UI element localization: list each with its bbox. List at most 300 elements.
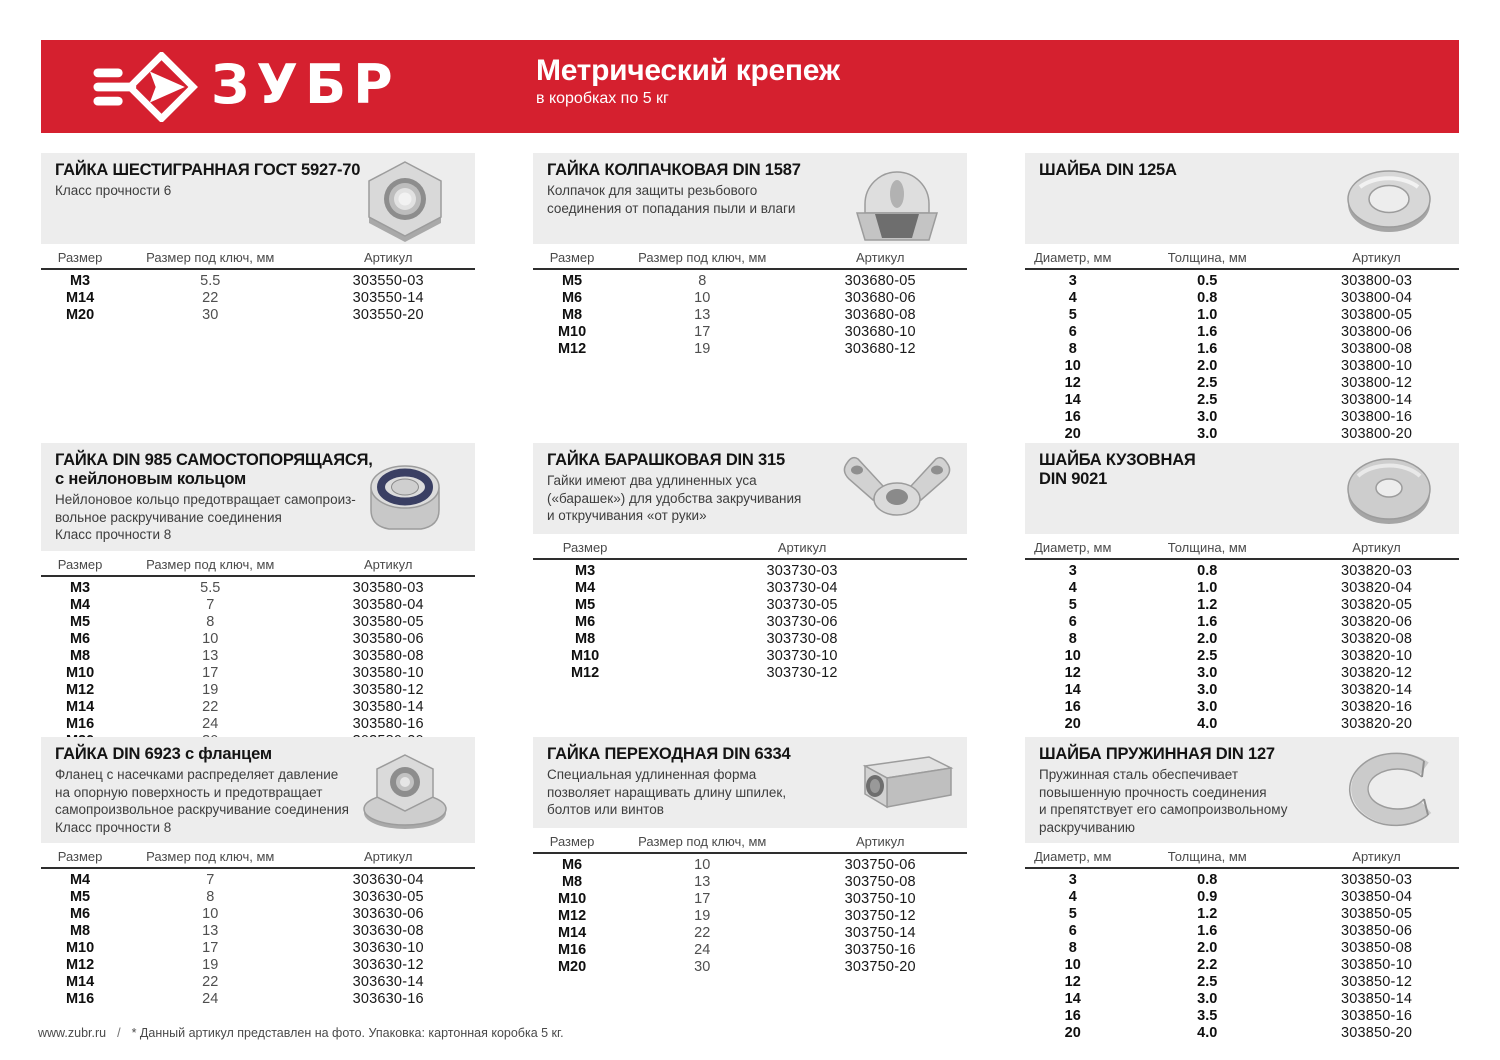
value-cell: 2.5: [1197, 648, 1218, 664]
value-cell: 10: [694, 290, 711, 306]
value-cell: 8: [206, 613, 215, 630]
spec-table: [1025, 244, 1459, 443]
value-cell: 10: [202, 630, 219, 647]
section-title-line: ШАЙБА DIN 125A: [1039, 161, 1177, 179]
article-cell: 303550-14: [352, 290, 424, 306]
description-line: и откручивания «от руки»: [547, 508, 707, 523]
section-washer-din-125a: [1025, 153, 1459, 443]
description-line: соединения от попадания пыли и влаги: [547, 200, 796, 216]
section-title: [547, 451, 829, 470]
article-cell: 303850-10: [1340, 957, 1413, 973]
value-cell: 8: [206, 889, 215, 905]
article-cell: 303630-10: [352, 940, 424, 956]
size-cell: 5: [1068, 597, 1077, 613]
table-row: [41, 889, 475, 906]
article-cell: 303800-14: [1340, 392, 1413, 408]
article-cell: 303680-12: [844, 341, 916, 357]
column-header: Артикул: [1294, 534, 1459, 559]
size-cell: М8: [69, 923, 91, 939]
section-title-line: ГАЙКА ШЕСТИГРАННАЯ ГОСТ 5927-70: [55, 161, 361, 179]
table-row: [41, 991, 475, 1008]
size-cell: М8: [69, 647, 91, 664]
article-cell: 303820-08: [1340, 631, 1413, 647]
size-cell: 12: [1064, 974, 1081, 990]
article-cell: 303580-10: [352, 664, 424, 681]
table-row: [533, 290, 967, 307]
table-row: [1025, 559, 1459, 580]
size-cell: 6: [1068, 324, 1077, 340]
size-cell: 16: [1064, 409, 1081, 425]
section-wing-nut-din-315: [533, 443, 967, 737]
size-cell: М10: [570, 648, 600, 664]
table-header-row: [1025, 534, 1459, 559]
table-header-row: [41, 551, 475, 576]
article-cell: 303750-10: [844, 891, 916, 907]
wing-nut-image: [831, 446, 963, 532]
value-cell: 2.5: [1197, 974, 1218, 990]
table-row: [1025, 269, 1459, 290]
table-header-row: [41, 843, 475, 868]
article-cell: 303730-12: [766, 665, 838, 681]
article-cell: 303850-12: [1340, 974, 1413, 990]
section-title: [55, 161, 361, 180]
size-cell: 14: [1064, 392, 1081, 408]
size-cell: М12: [557, 908, 587, 924]
value-cell: 2.0: [1197, 358, 1218, 374]
table-row: [1025, 324, 1459, 341]
product-card: [533, 153, 967, 244]
table-row: [41, 906, 475, 923]
table-row: [1025, 614, 1459, 631]
size-cell: М6: [561, 290, 583, 306]
value-cell: 19: [202, 681, 219, 698]
column-header: Размер под ключ, мм: [119, 244, 301, 269]
table-row: [1025, 1008, 1459, 1025]
table-row: [1025, 923, 1459, 940]
product-card: [41, 737, 475, 843]
size-cell: М4: [69, 596, 91, 613]
size-cell: М5: [575, 597, 596, 613]
article-cell: 303850-04: [1340, 889, 1413, 905]
size-cell: 8: [1068, 940, 1077, 956]
lock-nut-image: [339, 454, 471, 540]
value-cell: 10: [694, 857, 711, 873]
size-cell: 10: [1064, 358, 1081, 374]
size-cell: 14: [1064, 682, 1081, 698]
size-cell: М3: [69, 579, 91, 596]
table-row: [533, 891, 967, 908]
zubr-arrow-diamond-icon: [91, 52, 199, 122]
table-row: [41, 682, 475, 699]
product-card: [1025, 443, 1459, 534]
size-cell: М8: [575, 631, 596, 647]
table-row: [1025, 341, 1459, 358]
value-cell: 2.2: [1197, 957, 1218, 973]
table-row: [1025, 631, 1459, 648]
value-cell: 1.0: [1197, 580, 1218, 596]
article-cell: 303850-20: [1340, 1025, 1413, 1041]
size-cell: М5: [561, 273, 583, 289]
article-cell: 303580-14: [352, 698, 424, 715]
article-cell: 303850-03: [1340, 872, 1413, 888]
article-cell: 303730-04: [766, 580, 838, 596]
footer-divider: /: [117, 1026, 121, 1040]
description-line: Фланец с насечками распределяет давление: [55, 767, 339, 782]
description-line: самопроизвольное раскручивание соединения: [55, 802, 349, 817]
article-cell: 303730-10: [766, 648, 838, 664]
description-line: Класс прочности 8: [55, 527, 172, 542]
article-cell: 303820-10: [1340, 648, 1413, 664]
size-cell: 12: [1064, 665, 1081, 681]
size-cell: 3: [1068, 563, 1077, 579]
header-band: [41, 40, 1459, 133]
table-row: [1025, 648, 1459, 665]
page-subtitle: в коробках по 5 кг: [536, 90, 669, 107]
description-line: Класс прочности 6: [55, 183, 172, 198]
value-cell: 17: [202, 940, 219, 956]
column-header: Артикул: [793, 828, 967, 853]
column-header: Толщина, мм: [1120, 534, 1294, 559]
table-row: [533, 559, 967, 580]
table-row: [1025, 699, 1459, 716]
column-header: Диаметр, мм: [1025, 244, 1120, 269]
value-cell: 19: [694, 341, 711, 357]
value-cell: 17: [202, 664, 219, 681]
size-cell: 4: [1068, 889, 1077, 905]
article-cell: 303750-14: [844, 925, 916, 941]
value-cell: 3.5: [1197, 1008, 1218, 1024]
column-header: Толщина, мм: [1120, 244, 1294, 269]
article-cell: 303850-16: [1340, 1008, 1413, 1024]
product-card: [533, 443, 967, 534]
article-cell: 303580-12: [352, 681, 424, 698]
article-cell: 303630-14: [352, 974, 424, 990]
size-cell: 20: [1064, 1025, 1081, 1041]
article-cell: 303800-08: [1340, 341, 1413, 357]
article-cell: 303800-10: [1340, 358, 1413, 374]
article-cell: 303730-05: [766, 597, 838, 613]
value-cell: 22: [202, 698, 219, 715]
table-row: [533, 925, 967, 942]
size-cell: 20: [1064, 716, 1081, 732]
size-cell: 3: [1068, 872, 1077, 888]
description-line: раскручиванию: [1039, 819, 1136, 835]
size-cell: 16: [1064, 699, 1081, 715]
column-header: Размер: [41, 244, 119, 269]
description-line: и препятствует его самопроизвольному: [1039, 802, 1288, 817]
size-cell: М10: [65, 664, 95, 681]
size-cell: 20: [1064, 426, 1081, 442]
section-description: [547, 472, 829, 525]
table-row: [533, 614, 967, 631]
table-row: [1025, 906, 1459, 923]
value-cell: 13: [202, 923, 219, 939]
size-cell: М6: [561, 857, 583, 873]
table-row: [41, 631, 475, 648]
product-card: [1025, 737, 1459, 843]
section-description: [547, 182, 829, 217]
table-header-row: [1025, 843, 1459, 868]
table-row: [1025, 580, 1459, 597]
table-row: [1025, 889, 1459, 906]
size-cell: М14: [557, 925, 587, 941]
table-row: [1025, 716, 1459, 733]
value-cell: 1.2: [1197, 597, 1218, 613]
table-row: [1025, 392, 1459, 409]
spec-table: [533, 828, 967, 976]
size-cell: М20: [557, 959, 587, 975]
description-line: Колпачок для защиты резьбового: [547, 183, 758, 198]
column-header: Артикул: [637, 534, 967, 559]
description-line: вольное раскручивание соединения: [55, 509, 282, 525]
value-cell: 22: [202, 974, 219, 990]
size-cell: 5: [1068, 906, 1077, 922]
section-title-line: ГАЙКА DIN 6923 с фланцем: [55, 745, 272, 763]
description-line: Нейлоновое кольцо предотвращает самопроиз-: [55, 492, 356, 507]
size-cell: М14: [65, 290, 95, 306]
size-cell: М14: [65, 698, 95, 715]
article-cell: 303820-03: [1340, 563, 1413, 579]
section-title-line: ГАЙКА БАРАШКОВАЯ DIN 315: [547, 451, 785, 469]
product-card: [41, 443, 475, 551]
section-lock-nut-din-985: [41, 443, 475, 737]
value-cell: 3.0: [1197, 699, 1218, 715]
section-title-line: ГАЙКА DIN 985 САМОСТОПОРЯЩАЯСЯ,: [55, 451, 373, 469]
article-cell: 303820-20: [1340, 716, 1413, 732]
column-header: Размер под ключ, мм: [119, 843, 301, 868]
value-cell: 19: [694, 908, 711, 924]
value-cell: 1.6: [1197, 614, 1218, 630]
value-cell: 3.0: [1197, 682, 1218, 698]
table-row: [1025, 375, 1459, 392]
description-line: повышенную прочность соединения: [1039, 784, 1267, 800]
coupling-nut-image: [831, 740, 963, 826]
table-row: [533, 269, 967, 290]
table-row: [41, 716, 475, 733]
fender-washer-image: [1323, 446, 1455, 532]
value-cell: 4.0: [1197, 1025, 1218, 1041]
description-line: Пружинная сталь обеспечивает: [1039, 767, 1239, 782]
value-cell: 17: [694, 891, 711, 907]
spring-washer-image: [1323, 747, 1455, 833]
size-cell: 6: [1068, 923, 1077, 939]
flange-nut-image: [339, 747, 471, 833]
table-row: [1025, 974, 1459, 991]
column-header: Размер: [41, 843, 119, 868]
table-row: [41, 868, 475, 889]
size-cell: 4: [1068, 290, 1077, 306]
value-cell: 1.6: [1197, 923, 1218, 939]
spec-table: [1025, 843, 1459, 1042]
table-row: [533, 853, 967, 874]
size-cell: 16: [1064, 1008, 1081, 1024]
table-row: [41, 699, 475, 716]
table-row: [1025, 682, 1459, 699]
value-cell: 22: [202, 290, 219, 306]
table-row: [1025, 597, 1459, 614]
table-row: [1025, 868, 1459, 889]
size-cell: 10: [1064, 648, 1081, 664]
size-cell: М6: [69, 630, 91, 647]
article-cell: 303850-08: [1340, 940, 1413, 956]
value-cell: 22: [694, 925, 711, 941]
section-hex-nut-gost-5927-70: [41, 153, 475, 443]
website-url: www.zubr.ru: [38, 1026, 107, 1040]
table-row: [41, 665, 475, 682]
section-title-line: ГАЙКА ПЕРЕХОДНАЯ DIN 6334: [547, 745, 791, 763]
section-title: [1039, 161, 1321, 180]
size-cell: 10: [1064, 957, 1081, 973]
page-footer: [38, 1026, 564, 1040]
size-cell: М14: [65, 974, 95, 990]
size-cell: М3: [575, 563, 596, 579]
size-cell: М4: [575, 580, 596, 596]
spec-table: [41, 843, 475, 1008]
table-row: [41, 648, 475, 665]
section-coupling-nut-din-6334: [533, 737, 967, 1042]
table-row: [41, 307, 475, 324]
table-row: [533, 908, 967, 925]
article-cell: 303680-05: [844, 273, 916, 289]
article-cell: 303800-05: [1340, 307, 1413, 323]
value-cell: 0.8: [1197, 290, 1218, 306]
table-row: [1025, 957, 1459, 974]
table-row: [41, 957, 475, 974]
section-description: [1039, 766, 1321, 836]
value-cell: 1.0: [1197, 307, 1218, 323]
value-cell: 24: [202, 715, 219, 732]
page-title: Метрический крепеж: [536, 54, 840, 87]
value-cell: 1.6: [1197, 324, 1218, 340]
article-cell: 303750-08: [844, 874, 916, 890]
table-row: [41, 290, 475, 307]
article-cell: 303680-10: [844, 324, 916, 340]
section-title: [547, 161, 829, 180]
section-description: [55, 182, 337, 200]
article-cell: 303730-03: [766, 563, 838, 579]
section-title-line: ШАЙБА КУЗОВНАЯ: [1039, 451, 1196, 469]
article-cell: 303820-14: [1340, 682, 1413, 698]
table-row: [533, 665, 967, 682]
size-cell: М8: [561, 874, 583, 890]
catalog-grid: [41, 153, 1459, 1042]
table-row: [533, 648, 967, 665]
size-cell: М5: [69, 613, 91, 630]
spec-table: [41, 551, 475, 750]
table-row: [41, 974, 475, 991]
article-cell: 303850-06: [1340, 923, 1413, 939]
size-cell: М16: [65, 991, 95, 1007]
article-cell: 303580-08: [352, 647, 424, 664]
article-cell: 303800-20: [1340, 426, 1413, 442]
article-cell: 303750-06: [844, 857, 916, 873]
article-cell: 303850-14: [1340, 991, 1413, 1007]
section-title: [547, 745, 829, 764]
size-cell: 3: [1068, 273, 1077, 289]
table-row: [533, 307, 967, 324]
column-header: Артикул: [793, 244, 967, 269]
table-row: [1025, 358, 1459, 375]
table-row: [533, 324, 967, 341]
size-cell: 8: [1068, 341, 1077, 357]
column-header: Размер под ключ, мм: [611, 244, 793, 269]
cap-nut-image: [831, 156, 963, 242]
column-header: Артикул: [1294, 244, 1459, 269]
hex-nut-image: [339, 156, 471, 242]
column-header: Размер: [533, 828, 611, 853]
section-description: [55, 491, 356, 544]
table-header-row: [533, 534, 967, 559]
article-cell: 303800-12: [1340, 375, 1413, 391]
article-cell: 303630-05: [352, 889, 424, 905]
table-header-row: [41, 244, 475, 269]
zubr-logo: [91, 40, 400, 133]
value-cell: 0.8: [1197, 872, 1218, 888]
value-cell: 17: [694, 324, 711, 340]
value-cell: 1.6: [1197, 341, 1218, 357]
value-cell: 7: [206, 872, 215, 888]
section-title: [55, 745, 337, 764]
article-cell: 303820-16: [1340, 699, 1413, 715]
section-description: [547, 766, 829, 819]
article-cell: 303800-06: [1340, 324, 1413, 340]
size-cell: М6: [69, 906, 91, 922]
value-cell: 0.8: [1197, 563, 1218, 579]
value-cell: 19: [202, 957, 219, 973]
section-title-line: ГАЙКА КОЛПАЧКОВАЯ DIN 1587: [547, 161, 801, 179]
column-header: Размер: [533, 244, 611, 269]
section-flange-nut-din-6923: [41, 737, 475, 1042]
article-cell: 303800-16: [1340, 409, 1413, 425]
article-cell: 303820-12: [1340, 665, 1413, 681]
article-cell: 303580-16: [352, 715, 424, 732]
section-title-line: ШАЙБА ПРУЖИННАЯ DIN 127: [1039, 745, 1275, 763]
table-row: [1025, 940, 1459, 957]
value-cell: 2.5: [1197, 375, 1218, 391]
description-line: на опорную поверхность и предотвращает: [55, 784, 323, 800]
section-title-line: DIN 9021: [1039, 470, 1108, 488]
spec-table: [1025, 534, 1459, 733]
table-row: [533, 942, 967, 959]
description-line: («барашек») для удобства закручивания: [547, 490, 802, 506]
description-line: болтов или винтов: [547, 802, 664, 817]
table-row: [1025, 307, 1459, 324]
size-cell: М12: [65, 681, 95, 698]
column-header: Артикул: [301, 244, 475, 269]
size-cell: М5: [69, 889, 91, 905]
article-cell: 303750-20: [844, 959, 916, 975]
value-cell: 5.5: [200, 273, 221, 289]
size-cell: 5: [1068, 307, 1077, 323]
flat-washer-image: [1323, 156, 1455, 242]
section-fender-washer-din-9021: [1025, 443, 1459, 737]
table-row: [533, 631, 967, 648]
value-cell: 30: [202, 307, 219, 323]
value-cell: 13: [694, 307, 711, 323]
article-cell: 303630-12: [352, 957, 424, 973]
article-cell: 303580-06: [352, 630, 424, 647]
table-row: [1025, 991, 1459, 1008]
value-cell: 2.0: [1197, 631, 1218, 647]
value-cell: 13: [202, 647, 219, 664]
table-header-row: [1025, 244, 1459, 269]
value-cell: 3.0: [1197, 991, 1218, 1007]
value-cell: 4.0: [1197, 716, 1218, 732]
product-card: [533, 737, 967, 828]
value-cell: 1.2: [1197, 906, 1218, 922]
column-header: Размер: [41, 551, 119, 576]
size-cell: М16: [65, 715, 95, 732]
